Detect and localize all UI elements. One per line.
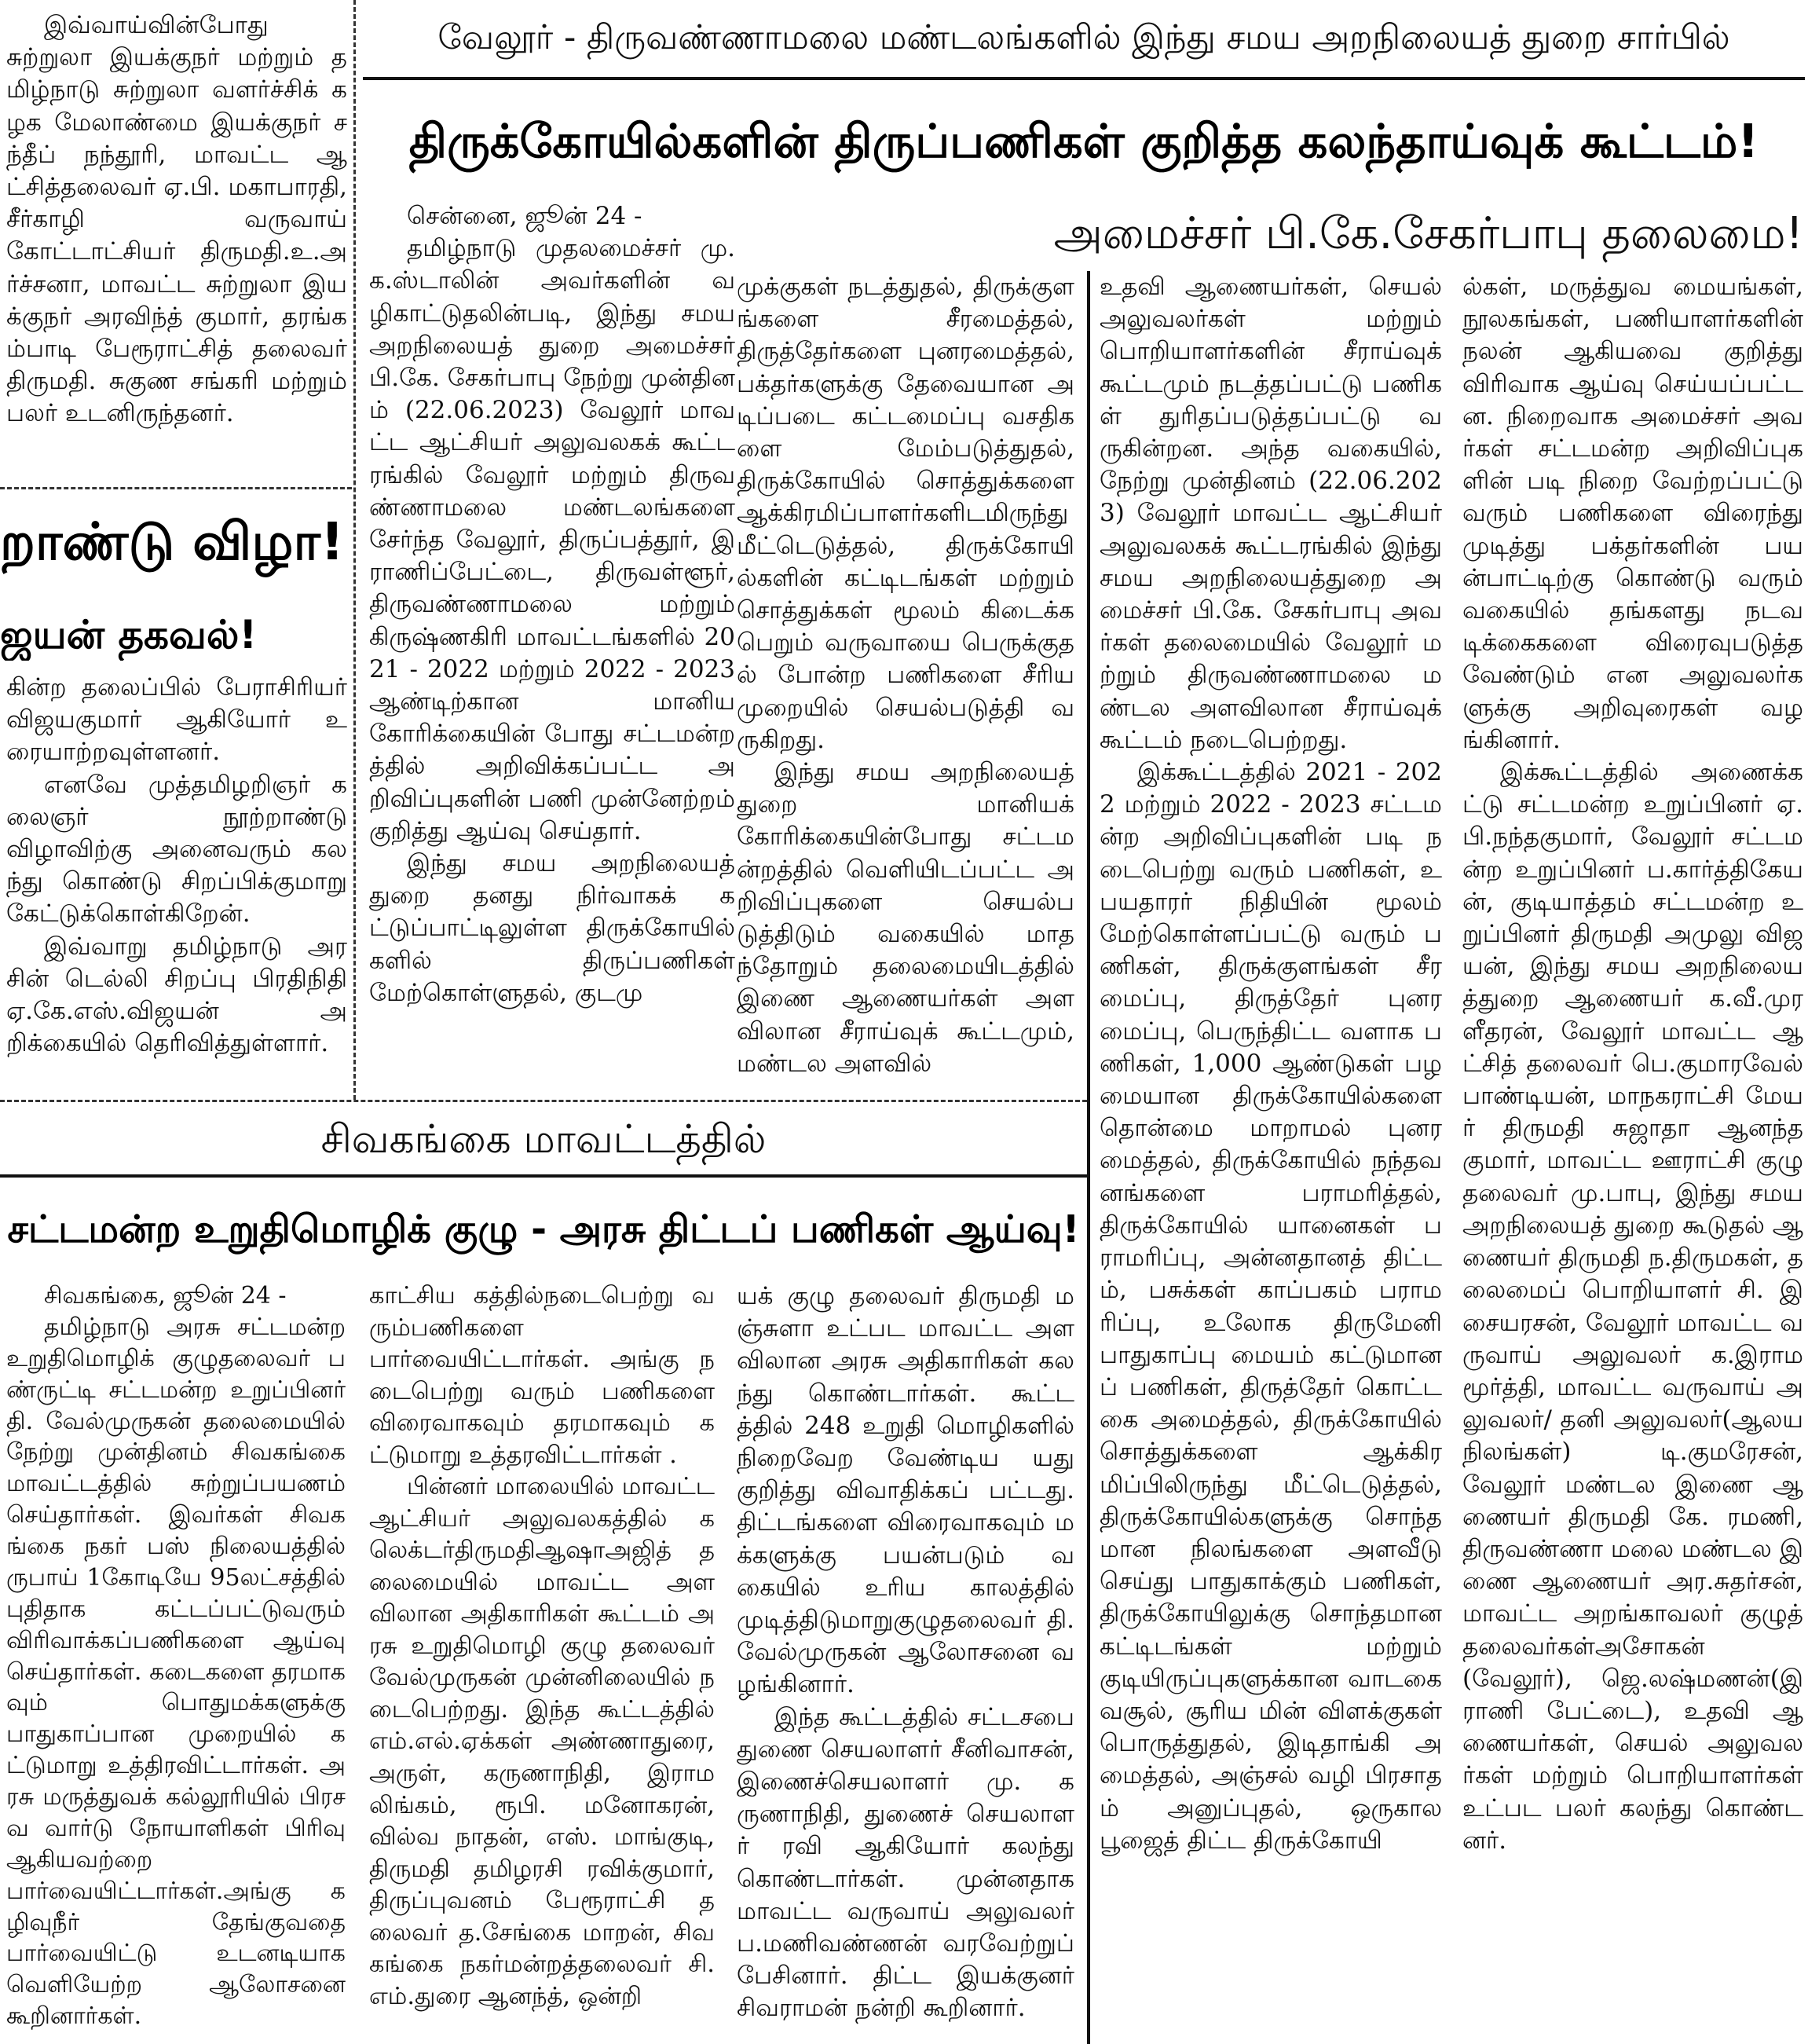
article1-kicker-rule [363,77,1805,80]
article2-top-rule [0,1100,1087,1102]
article2-col2-paragraph-1: காட்சிய கத்தில்நடைபெற்று வரும்பணிகளை பார்வையிட்டார்கள். அங்கு நடைபெற்று வரும் பணிகளை விரைவாகவும் தரமாகவும் கட்டுமாறு உத்தரவிட்டார்கள் . [369,1282,715,1469]
article1-col1-paragraph-2: இந்து சமய அறநிலையத் துறை தனது நிர்வாகக் கட்டுப்பாட்டிலுள்ள திருக்கோயில் களில் திருப்பணிகள் மேற்கொள்ளுதல், குடமு [369,849,735,1007]
article1-col3-paragraph-2: இக்கூட்டத்தில் 2021 - 2022 மற்றும் 2022 - 2023 சட்டமன்ற அறிவிப்புகளின் படி நடைபெற்று வரும் பணிகள், உபயதாரர் நிதியின் மூலம் மேற்கொள்ளப்பட்டு வரும் பணிகள், திருக்குளங்கள் சீரமைப்பு, திருத்தேர் புனரமைப்பு, பெருந்திட்ட வளாக பணிகள், 1,000 ஆண்டுகள் பழமையான திருக்கோயில்களை தொன்மை மாறாமல் புனரமைத்தல், திருக்கோயில் நந்தவனங்களை பராமரித்தல், திருக்கோயில் யானைகள் பராமரிப்பு, அன்னதானத் திட்டம், பசுக்கள் காப்பகம் பராமரிப்பு, உலோக திருமேனி பாதுகாப்பு மையம் கட்டுமானப் பணிகள், திருத்தேர் கொட்டகை அமைத்தல், திருக்கோயில் சொத்துக்களை ஆக்கிரமிப்பிலிருந்து மீட்டெடுத்தல், திருக்கோயில்களுக்கு சொந்தமான நிலங்களை அளவீடு செய்து பாதுகாக்கும் பணிகள், திருக்கோயிலுக்கு சொந்தமான கட்டிடங்கள் மற்றும் குடியிருப்புகளுக்கான வாடகை வசூல், சூரிய மின் விளக்குகள் பொருத்துதல், இடிதாங்கி அமைத்தல், அஞ்சல் வழி பிரசாதம் அனுப்புதல், ஒருகால பூஜைத் திட்ட திருக்கோயி [1100,758,1442,1855]
article2-column-3 [737,1280,1074,2039]
article2-col1-paragraph-1: தமிழ்நாடு அரசு சட்டமன்ற உறுதிமொழிக் குழுதலைவர் பண்ருட்டி சட்டமன்ற உறுப்பினர் தி. வேல்முருகன் தலைமையில் நேற்று முன்தினம் சிவகங்கை மாவட்டத்தில் சுற்றுப்பயணம் செய்தார்கள். இவர்கள் சிவகங்கை நகர் பஸ் நிலையத்தில் ருபாய் 1கோடியே 95லட்சத்தில் புதிதாக கட்டப்பட்டுவரும் விரிவாக்கப்பணிகளை ஆய்வு செய்தார்கள். கடைகளை தரமாகவும் பொதுமக்களுக்கு பாதுகாப்பான முறையில் கட்டுமாறு உத்திரவிட்டார்கள். அரசு மருத்துவக் கல்லூரியில் பிரசவ வார்டு நோயாளிகள் பிரிவு ஆகியவற்றை பார்வையிட்டார்கள்.அங்கு கழிவுநீர் தேங்குவதை பார்வையிட்டு உடனடியாக வெளியேற்ற ஆலோசனை கூறினார்கள். [6,1313,346,2031]
left-paragraph-3: இவ்வாறு தமிழ்நாடு அரசின் டெல்லி சிறப்பு பிரதிநிதி ஏ.கே.எஸ்.விஜயன் அறிக்கையில் தெரிவித்துள்ளார். [6,932,347,1058]
article1-headline: திருக்கோயில்களின் திருப்பணிகள் குறித்த கலந்தாய்வுக் கூட்டம்! [408,114,1759,168]
left-column-bottom-text [6,672,347,1092]
article2-dateline: சிவகங்கை, ஜூன் 24 - [44,1282,287,1310]
article1-dateline: சென்னை, ஜூன் 24 - [407,202,642,230]
article2-kicker-rule [0,1174,1087,1178]
article2-kicker: சிவகங்கை மாவட்டத்தில் [320,1116,767,1162]
article1-column-4 [1462,271,1803,2035]
article1-column-2 [737,271,1074,1092]
article1-kicker: வேலூர் - திருவண்ணாமலை மண்டலங்களில் இந்து சமய அறநிலையத் துறை சார்பில் [437,18,1730,57]
article2-column-1 [6,1280,346,2039]
left-column-top-text [6,9,347,473]
left-heading-1: றாண்டு விழா! [0,511,345,572]
left-heading-2: ஜயன் தகவல்! [0,612,258,658]
article1-col2-paragraph-2: இந்து சமய அறநிலையத் துறை மானியக் கோரிக்கையின்போது சட்டமன்றத்தில் வெளியிடப்பட்ட அறிவிப்புகளை செயல்படுத்திடும் வகையில் மாதந்தோறும் தலைமையிடத்தில் இணை ஆணையர்கள் அளவிலான சீராய்வுக் கூட்டமும், மண்டல அளவில் [737,758,1074,1078]
article1-col4-paragraph-1: ல்கள், மருத்துவ மையங்கள், நூலகங்கள், பணியாளர்களின் நலன் ஆகியவை குறித்து விரிவாக ஆய்வு செய்யப்பட்டன. நிறைவாக அமைச்சர் அவர்கள் சட்டமன்ற அறிவிப்புகளின் படி நிறை வேற்றப்பட்டு வரும் பணிகளை விரைந்து முடித்து பக்தர்களின் பயன்பாட்டிற்கு கொண்டு வரும் வகையில் தங்களது நடவடிக்கைகளை விரைவுபடுத்த வேண்டும் என அலுவலர்களுக்கு அறிவுரைகள் வழங்கினார். [1462,273,1803,754]
left-top-paragraph: இவ்வாய்வின்போது சுற்றுலா இயக்குநர் மற்றும் தமிழ்நாடு சுற்றுலா வளர்ச்சிக் கழக மேலாண்மை இயக்குநர் சந்தீப் நந்தூரி, மாவட்ட ஆட்சித்தலைவர் ஏ.பி. மகாபாரதி, சீர்காழி வருவாய் கோட்டாட்சியர் திருமதி.உ.அர்ச்சனா, மாவட்ட சுற்றுலா இயக்குநர் அரவிந்த் குமார், தரங்கம்பாடி பேரூராட்சித் தலைவர் திருமதி. சுகுண சங்கரி மற்றும் பலர் உடனிருந்தனர். [6,11,347,428]
article1-column-1 [369,200,735,1092]
article2-col3-paragraph-2: இந்த கூட்டத்தில் சட்டசபை துணை செயலாளர் சீனிவாசன், இணைச்செயலாளர் மு. கருணாநிதி, துணைச் செயலாளர் ரவி ஆகியோர் கலந்து கொண்டார்கள். முன்னதாக மாவட்ட வருவாய் அலுவலர் ப.மணிவண்ணன் வரவேற்றுப் பேசினார். திட்ட இயக்குனர் சிவராமன் நன்றி கூறினார். [737,1702,1074,2023]
article1-col2-paragraph-1: முக்குகள் நடத்துதல், திருக்குளங்களை சீரமைத்தல், திருத்தேர்களை புனரமைத்தல், பக்தர்களுக்கு தேவையான அடிப்படை கட்டமைப்பு வசதிகளை மேம்படுத்துதல், திருக்கோயில் சொத்துக்களை ஆக்கிரமிப்பாளர்களிடமிருந்து மீட்டெடுத்தல், திருக்கோயி ல்களின் கட்டிடங்கள் மற்றும் சொத்துக்கள் மூலம் கிடைக்கபெறும் வருவாயை பெருக்குதல் போன்ற பணிகளை சீரிய முறையில் செயல்படுத்தி வருகிறது. [737,273,1074,754]
article1-subhead: அமைச்சர் பி.கே.சேகர்பாபு தலைமை! [1053,208,1803,259]
article1-col1-paragraph-1: தமிழ்நாடு முதலமைச்சர் மு.க.ஸ்டாலின் அவர்களின் வழிகாட்டுதலின்படி, இந்து சமய அறநிலையத் துறை அமைச்சர் பி.கே. சேகர்பாபு நேற்று முன்தினம் (22.06.2023) வேலூர் மாவட்ட ஆட்சியர் அலுவலகக் கூட்டரங்கில் வேலூர் மற்றும் திருவண்ணாமலை மண்டலங்களை சேர்ந்த வேலூர், திருப்பத்தூர், இராணிப்பேட்டை, திருவள்ளூர்,திருவண்ணாமலை மற்றும் கிருஷ்ணகிரி மாவட்டங்களில் 2021 - 2022 மற்றும் 2022 - 2023 ஆண்டிற்கான மானிய கோரிக்கையின் போது சட்டமன்றத்தில் அறிவிக்கப்பட்ட அறிவிப்புகளின் பணி முன்னேற்றம் குறித்து ஆய்வு செய்தார். [369,234,735,845]
left-column-divider [0,487,352,489]
article1-col3-paragraph-1: உதவி ஆணையர்கள், செயல் அலுவலர்கள் மற்றும் பொறியாளர்களின் சீராய்வுக் கூட்டமும் நடத்தப்பட்டு பணிகள் துரிதப்படுத்தப்பட்டு வருகின்றன. அந்த வகையில், நேற்று முன்தினம் (22.06.2023) வேலூர் மாவட்ட ஆட்சியர் அலுவலகக் கூட்டரங்கில் இந்து சமய அறநிலையத்துறை அமைச்சர் பி.கே. சேகர்பாபு அவர்கள் தலைமையில் வேலூர் மற்றும் திருவண்ணாமலை மண்டல அளவிலான சீராய்வுக் கூட்டம் நடைபெற்றது. [1100,273,1442,754]
article2-col2-paragraph-2: பின்னர் மாலையில் மாவட்ட ஆட்சியர் அலுவலகத்தில் கலெக்டர்திருமதிஆஷாஅஜித் தலைமையில் மாவட்ட அளவிலான அதிகாரிகள் கூட்டம் அரசு உறுதிமொழி குழு தலைவர் வேல்முருகன் முன்னிலையில் நடைபெற்றது. இந்த கூட்டத்தில் எம்.எல்.ஏக்கள் அண்ணாதுரை, அருள், கருணாநிதி, இராமலிங்கம், ரூபி. மனோகரன், வில்வ நாதன், எஸ். மாங்குடி, திருமதி தமிழரசி ரவிக்குமார், திருப்புவனம் பேரூராட்சி தலைவர் த.சேங்கை மாறன், சிவகங்கை நகர்மன்றத்தலைவர் சி.எம்.துரை ஆனந்த், ஒன்றி [369,1473,715,2010]
article2-col3-paragraph-1: யக் குழு தலைவர் திருமதி மஞ்சுளா உட்பட மாவட்ட அளவிலான அரசு அதிகாரிகள் கலந்து கொண்டார்கள். கூட்டத்தில் 248 உறுதி மொழிகளில் நிறைவேற வேண்டிய யது குறித்து விவாதிக்கப் பட்டது. திட்டங்களை விரைவாகவும் மக்களுக்கு பயன்படும் வகையில் உரிய காலத்தில் முடித்திடுமாறுகுழுதலைவர் தி.வேல்முருகன் ஆலோசனை வழங்கினார். [737,1282,1074,1699]
left-paragraph-1: கின்ற தலைப்பில் பேராசிரியர் விஜயகுமார் ஆகியோர் உரையாற்றவுள்ளனர். [6,673,347,767]
left-paragraph-2: எனவே முத்தமிழறிஞர் கலைஞர் நூற்றாண்டு விழாவிற்கு அனைவரும் கலந்து கொண்டு சிறப்பிக்குமாறு கேட்டுக்கொள்கிறேன். [6,770,347,929]
article1-col4-paragraph-2: இக்கூட்டத்தில் அணைக்கட்டு சட்டமன்ற உறுப்பினர் ஏ.பி.நந்தகுமார், வேலூர் சட்டமன்ற உறுப்பினர் ப.கார்த்திகேயன், குடியாத்தம் சட்டமன்ற உறுப்பினர் திருமதி அமுலு விஜயன், இந்து சமய அறநிலையத்துறை ஆணையர் க.வீ.முரளீதரன், வேலூர் மாவட்ட ஆட்சித் தலைவர் பெ.குமாரவேல் பாண்டியன், மாநகராட்சி மேயர் திருமதி சுஜாதா ஆனந்த குமார், மாவட்ட ஊராட்சி குழு தலைவர் மு.பாபு, இந்து சமய அறநிலையத் துறை கூடுதல் ஆணையர் திருமதி ந.திருமகள், தலைமைப் பொறியாளர் சி. இசையரசன், வேலூர் மாவட்ட வருவாய் அலுவலர் க.இராமமூர்த்தி, மாவட்ட வருவாய் அலுவலர்/ தனி அலுவலர்(ஆலய நிலங்கள்) டி.குமரேசன், வேலூர் மண்டல இணை ஆணையர் திருமதி கே. ரமணி, திருவண்ணா மலை மண்டல இணை ஆணையர் அர.சுதர்சன், மாவட்ட அறங்காவலர் குழுத் தலைவர்கள்அசோகன் (வேலூர்), ஜெ.லஷ்மணன்(இராணி பேட்டை), உதவி ஆணையர்கள், செயல் அலுவலர்கள் மற்றும் பொறியாளர்கள் உட்பட பலர் கலந்து கொண்டனர். [1462,758,1803,1855]
left-column-vertical-rule [353,0,356,1100]
article1-column-rule-3 [1087,271,1090,2044]
article2-headline: சட்டமன்ற உறுதிமொழிக் குழு - அரசு திட்டப் பணிகள் ஆய்வு! [7,1207,1080,1251]
article1-column-3 [1100,271,1442,2035]
article2-column-2 [369,1280,715,2039]
